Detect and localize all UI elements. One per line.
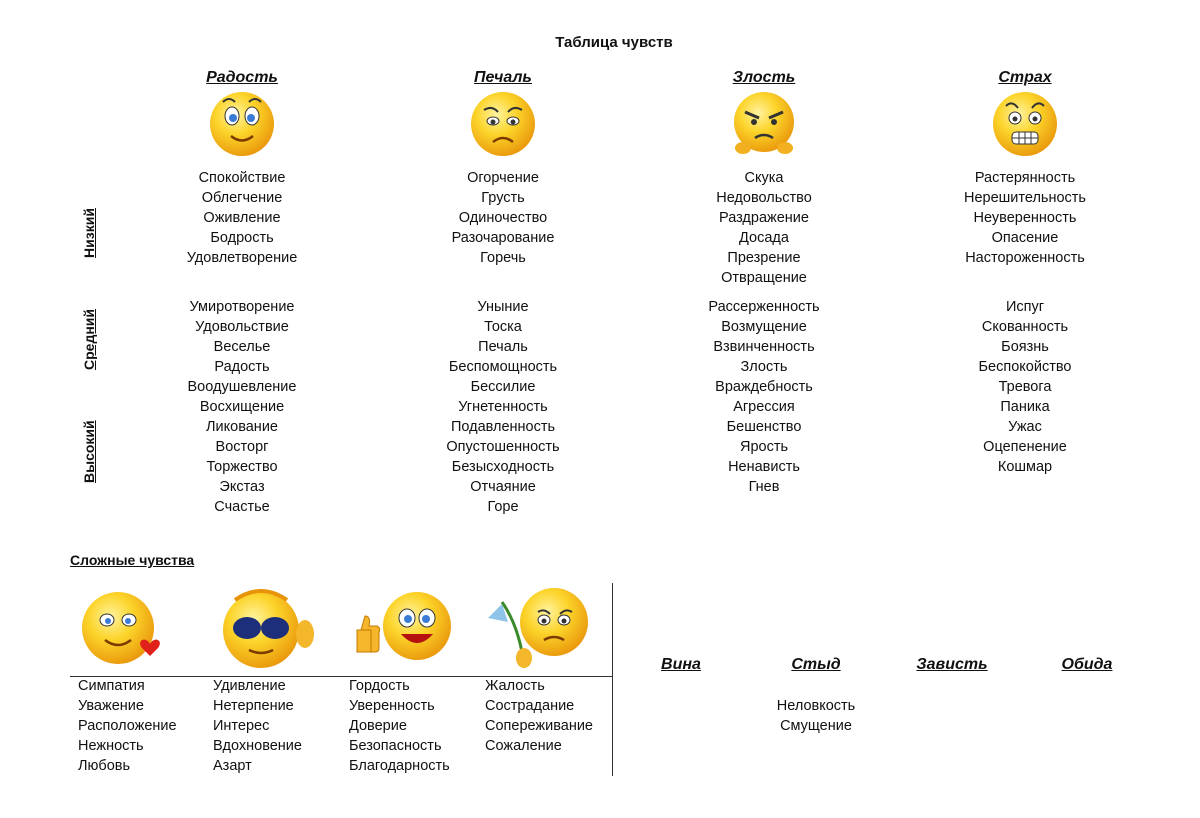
- feeling-item: Испуг: [1005, 299, 1045, 315]
- feeling-item: Горе: [487, 499, 519, 515]
- anger-low-list: [654, 168, 874, 288]
- feeling-item: Восхищение: [199, 399, 285, 415]
- feeling-item: Оживление: [203, 210, 281, 226]
- feeling-item: Печаль: [478, 339, 528, 355]
- feeling-item: Жалость: [485, 678, 545, 694]
- feeling-item: Скука: [744, 170, 784, 186]
- feeling-item: Опустошенность: [446, 439, 560, 455]
- feeling-item: Ярость: [739, 439, 789, 455]
- feeling-item: Воодушевление: [187, 379, 297, 395]
- angry-face-icon: [729, 88, 799, 158]
- heading-resentment: Обида: [1061, 656, 1113, 673]
- feeling-item: Горечь: [480, 250, 526, 266]
- feeling-item: Спокойствие: [198, 170, 286, 186]
- feeling-item: Сожаление: [485, 738, 562, 754]
- feeling-item: Огорчение: [467, 170, 539, 186]
- feeling-item: Беспомощность: [448, 359, 558, 375]
- feeling-item: Удивление: [213, 678, 286, 694]
- feeling-item: Уверенность: [349, 698, 435, 714]
- feeling-item: Растерянность: [974, 170, 1076, 186]
- feeling-item: Бешенство: [726, 419, 802, 435]
- heading-sadness: Печаль: [474, 69, 532, 86]
- feeling-item: Скованность: [981, 319, 1069, 335]
- feeling-item: Рассерженность: [708, 299, 820, 315]
- feeling-item: Отвращение: [721, 270, 807, 286]
- feeling-item: Доверие: [349, 718, 407, 734]
- feeling-item: Враждебность: [715, 379, 813, 395]
- feeling-item: Кошмар: [997, 459, 1053, 475]
- joy-rest-list: [132, 297, 352, 517]
- feeling-item: Восторг: [215, 439, 269, 455]
- thumbs-up-smiley-icon: [347, 584, 457, 670]
- feeling-item: Умиротворение: [189, 299, 295, 315]
- feeling-item: Ужас: [1008, 419, 1042, 435]
- level-high-label: Высокий: [81, 420, 97, 483]
- feeling-item: Вдохновение: [213, 738, 302, 754]
- feeling-item: Агрессия: [733, 399, 795, 415]
- feeling-item: Бессилие: [470, 379, 536, 395]
- complex-list-1: [78, 676, 208, 776]
- feeling-item: Беспокойство: [978, 359, 1072, 375]
- feeling-item: Ликование: [206, 419, 278, 435]
- feeling-item: Возмущение: [721, 319, 807, 335]
- feeling-item: Оцепенение: [983, 439, 1067, 455]
- feeling-item: Торжество: [206, 459, 278, 475]
- feeling-item: Счастье: [214, 499, 270, 515]
- feeling-item: Одиночество: [458, 210, 548, 226]
- feeling-item: Удовлетворение: [186, 250, 298, 266]
- complex-list-2: [213, 676, 343, 776]
- feeling-item: Досада: [739, 230, 789, 246]
- feeling-item: Угнетенность: [458, 399, 548, 415]
- shame-list: [706, 696, 926, 736]
- happy-face-icon: [207, 88, 277, 158]
- sadness-rest-list: [393, 297, 613, 517]
- feeling-item: Радость: [214, 359, 270, 375]
- fear-rest-list: [915, 297, 1135, 477]
- heading-fear: Страх: [998, 69, 1052, 86]
- feeling-item: Смущение: [780, 718, 852, 734]
- feeling-item: Злость: [740, 359, 788, 375]
- feeling-item: Паника: [1000, 399, 1050, 415]
- feeling-item: Сострадание: [485, 698, 575, 714]
- feeling-item: Веселье: [213, 339, 271, 355]
- feeling-item: Нерешительность: [964, 190, 1086, 206]
- feeling-item: Уважение: [78, 698, 144, 714]
- feeling-item: Азарт: [213, 758, 252, 774]
- feeling-item: Интерес: [213, 718, 270, 734]
- feeling-item: Удовольствие: [195, 319, 289, 335]
- feeling-item: Подавленность: [450, 419, 556, 435]
- complex-feelings-title: Сложные чувства: [70, 552, 195, 568]
- level-low-label: Низкий: [81, 208, 97, 258]
- joy-low-list: [132, 168, 352, 268]
- complex-list-4: [485, 676, 615, 756]
- feeling-item: Разочарование: [451, 230, 555, 246]
- level-medium-label: Средний: [81, 308, 97, 370]
- sunglasses-smiley-icon: [213, 584, 319, 670]
- feeling-item: Расположение: [78, 718, 177, 734]
- feeling-item: Настороженность: [965, 250, 1085, 266]
- feeling-item: Уныние: [477, 299, 529, 315]
- feeling-item: Раздражение: [719, 210, 809, 226]
- feeling-item: Бодрость: [210, 230, 274, 246]
- feeling-item: Опасение: [991, 230, 1059, 246]
- feeling-item: Недовольство: [716, 190, 812, 206]
- heading-guilt: Вина: [661, 656, 701, 673]
- heart-smiley-icon: [78, 588, 166, 668]
- feeling-item: Безопасность: [349, 738, 442, 754]
- feeling-item: Тоска: [484, 319, 522, 335]
- feeling-item: Облегчение: [201, 190, 283, 206]
- feeling-item: Безысходность: [451, 459, 555, 475]
- heading-envy: Зависть: [916, 656, 988, 673]
- feeling-item: Сопереживание: [485, 718, 593, 734]
- heading-joy: Радость: [206, 69, 278, 86]
- feeling-item: Нетерпение: [213, 698, 294, 714]
- fear-low-list: [915, 168, 1135, 268]
- feeling-item: Благодарность: [349, 758, 450, 774]
- feeling-item: Нежность: [78, 738, 144, 754]
- feeling-item: Тревога: [998, 379, 1052, 395]
- feeling-item: Взвинченность: [713, 339, 815, 355]
- sadness-low-list: [393, 168, 613, 268]
- feeling-item: Отчаяние: [470, 479, 536, 495]
- feeling-item: Экстаз: [219, 479, 265, 495]
- page-title: Таблица чувств: [555, 34, 673, 51]
- feeling-item: Симпатия: [78, 678, 145, 694]
- sad-face-icon: [468, 88, 538, 158]
- scared-face-icon: [990, 88, 1060, 158]
- heading-shame: Стыд: [791, 656, 841, 673]
- feeling-item: Гнев: [748, 479, 780, 495]
- feeling-item: Презрение: [727, 250, 801, 266]
- feeling-item: Ненависть: [728, 459, 800, 475]
- feeling-item: Неуверенность: [973, 210, 1077, 226]
- feeling-item: Любовь: [78, 758, 131, 774]
- feeling-item: Гордость: [349, 678, 410, 694]
- complex-list-3: [349, 676, 479, 776]
- anger-rest-list: [654, 297, 874, 497]
- wilted-flower-smiley-icon: [484, 582, 594, 672]
- heading-anger: Злость: [732, 69, 796, 86]
- feeling-item: Грусть: [481, 190, 525, 206]
- feeling-item: Неловкость: [776, 698, 856, 714]
- feeling-item: Боязнь: [1001, 339, 1049, 355]
